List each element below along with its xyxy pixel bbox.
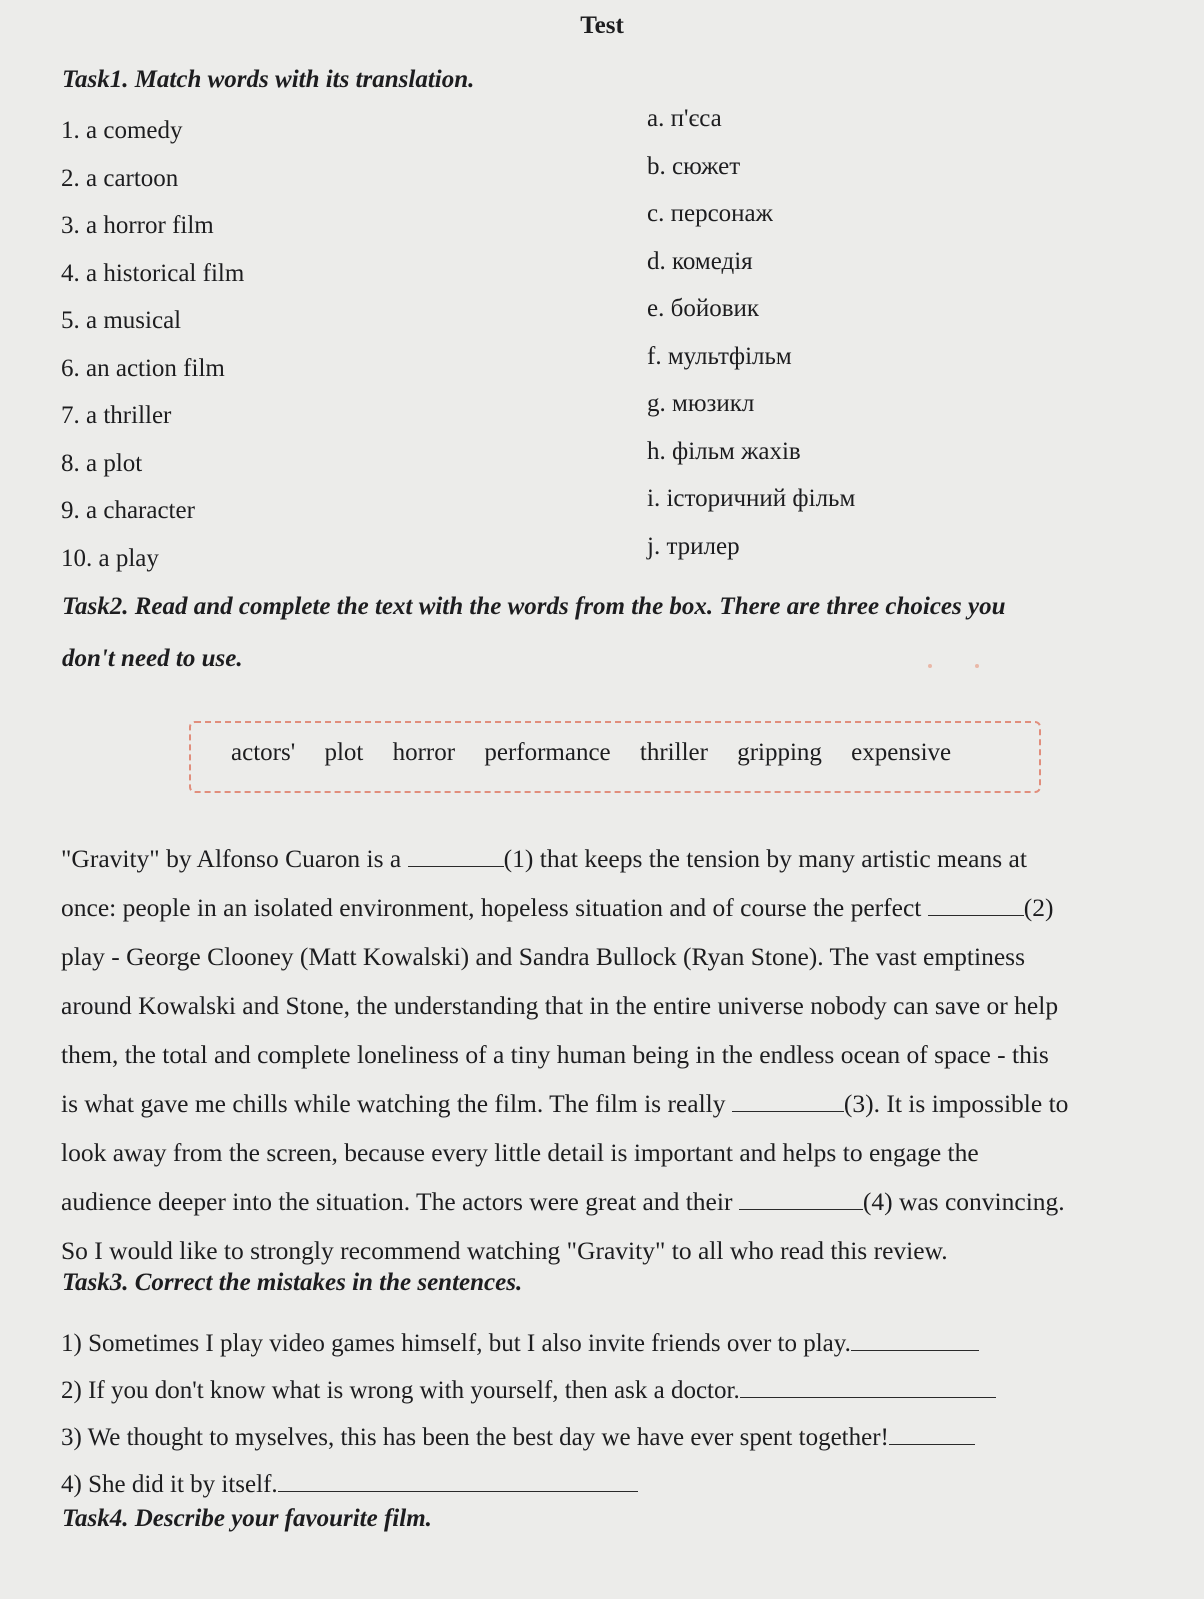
text-line: once: people in an isolated environment, hopeless situation and of course the perfect (2) <box>61 893 1054 922</box>
sentence: 1) Sometimes I play video games himself, but I also invite friends over to play. <box>61 1320 996 1367</box>
english-item: 5. a musical <box>61 307 182 334</box>
text-line: is what gave me chills while watching the film. The film is really (3). It is impossible to <box>61 1089 1069 1118</box>
task2-heading-line1: Task2. Read and complete the text with the words from the box. There are three choices you <box>62 593 1006 620</box>
english-item: 1. a comedy <box>61 117 183 144</box>
ukrainian-item: h. фільм жахів <box>647 437 801 465</box>
box-word: plot <box>324 739 364 766</box>
task3-sentences <box>61 1320 996 1508</box>
task1-ukrainian-list <box>647 102 855 577</box>
box-word: horror <box>392 739 456 766</box>
english-item: 4. a historical film <box>61 259 245 287</box>
ukrainian-item: j. трилер <box>647 532 740 560</box>
answer-line[interactable] <box>851 1328 979 1351</box>
ukrainian-item: i. історичний фільм <box>647 485 856 512</box>
ukrainian-item: d. комедія <box>647 247 753 275</box>
task1-english-list <box>61 114 244 589</box>
english-item: 7. a thriller <box>61 402 172 429</box>
english-item: 2. a cartoon <box>61 164 179 192</box>
box-word: gripping <box>737 739 822 766</box>
blank-2[interactable] <box>928 893 1024 916</box>
text-line: them, the total and complete loneliness of a tiny human being in the endless ocean of space - this <box>61 1040 1049 1069</box>
sentence: 3) We thought to myselves, this has been the best day we have ever spent together! <box>61 1414 996 1461</box>
word-box <box>189 721 1041 793</box>
answer-line[interactable] <box>278 1469 638 1492</box>
task3-heading: Task3. Correct the mistakes in the sentences. <box>62 1269 523 1296</box>
task1-heading: Task1. Match words with its translation. <box>62 66 475 93</box>
box-word: expensive <box>851 739 952 766</box>
box-word: actors' <box>231 739 296 766</box>
english-item: 3. a horror film <box>61 212 214 239</box>
text-line: So I would like to strongly recommend watching "Gravity" to all who read this review. <box>61 1236 948 1265</box>
english-item: 10. a play <box>61 544 159 572</box>
text-line: around Kowalski and Stone, the understanding that in the entire universe nobody can save or help <box>61 991 1059 1020</box>
answer-line[interactable] <box>740 1375 996 1398</box>
sentence: 2) If you don't know what is wrong with yourself, then ask a doctor. <box>61 1367 996 1414</box>
ukrainian-item: g. мюзикл <box>647 390 755 417</box>
paper-mark <box>928 664 932 668</box>
task4-heading: Task4. Describe your favourite film. <box>62 1505 432 1532</box>
ukrainian-item: a. п'єса <box>647 105 722 132</box>
box-word: thriller <box>639 739 708 766</box>
sentence: 4) She did it by itself. <box>61 1461 996 1508</box>
ukrainian-item: c. персонаж <box>647 200 773 227</box>
box-word: performance <box>484 739 611 766</box>
blank-4[interactable] <box>739 1187 863 1210</box>
text-line: play - George Clooney (Matt Kowalski) and Sandra Bullock (Ryan Stone). The vast emptiness <box>61 942 1026 971</box>
ukrainian-item: e. бойовик <box>647 295 760 322</box>
review-text <box>61 834 1171 1275</box>
english-item: 6. an action film <box>61 354 225 382</box>
blank-1[interactable] <box>408 844 504 867</box>
paper-mark <box>975 664 979 668</box>
ukrainian-item: f. мультфільм <box>647 342 792 370</box>
answer-line[interactable] <box>889 1422 975 1445</box>
text-line: "Gravity" by Alfonso Cuaron is a (1) that keeps the tension by many artistic means at <box>61 844 1027 873</box>
blank-3[interactable] <box>732 1089 844 1112</box>
text-line: look away from the screen, because every little detail is important and helps to engage the <box>61 1138 979 1167</box>
text-line: audience deeper into the situation. The actors were great and their (4) was convincing. <box>61 1187 1065 1216</box>
page-title: Test <box>580 12 624 39</box>
ukrainian-item: b. сюжет <box>647 152 741 180</box>
english-item: 9. a character <box>61 497 195 524</box>
english-item: 8. a plot <box>61 449 143 477</box>
task2-heading-line2: don't need to use. <box>62 645 243 672</box>
